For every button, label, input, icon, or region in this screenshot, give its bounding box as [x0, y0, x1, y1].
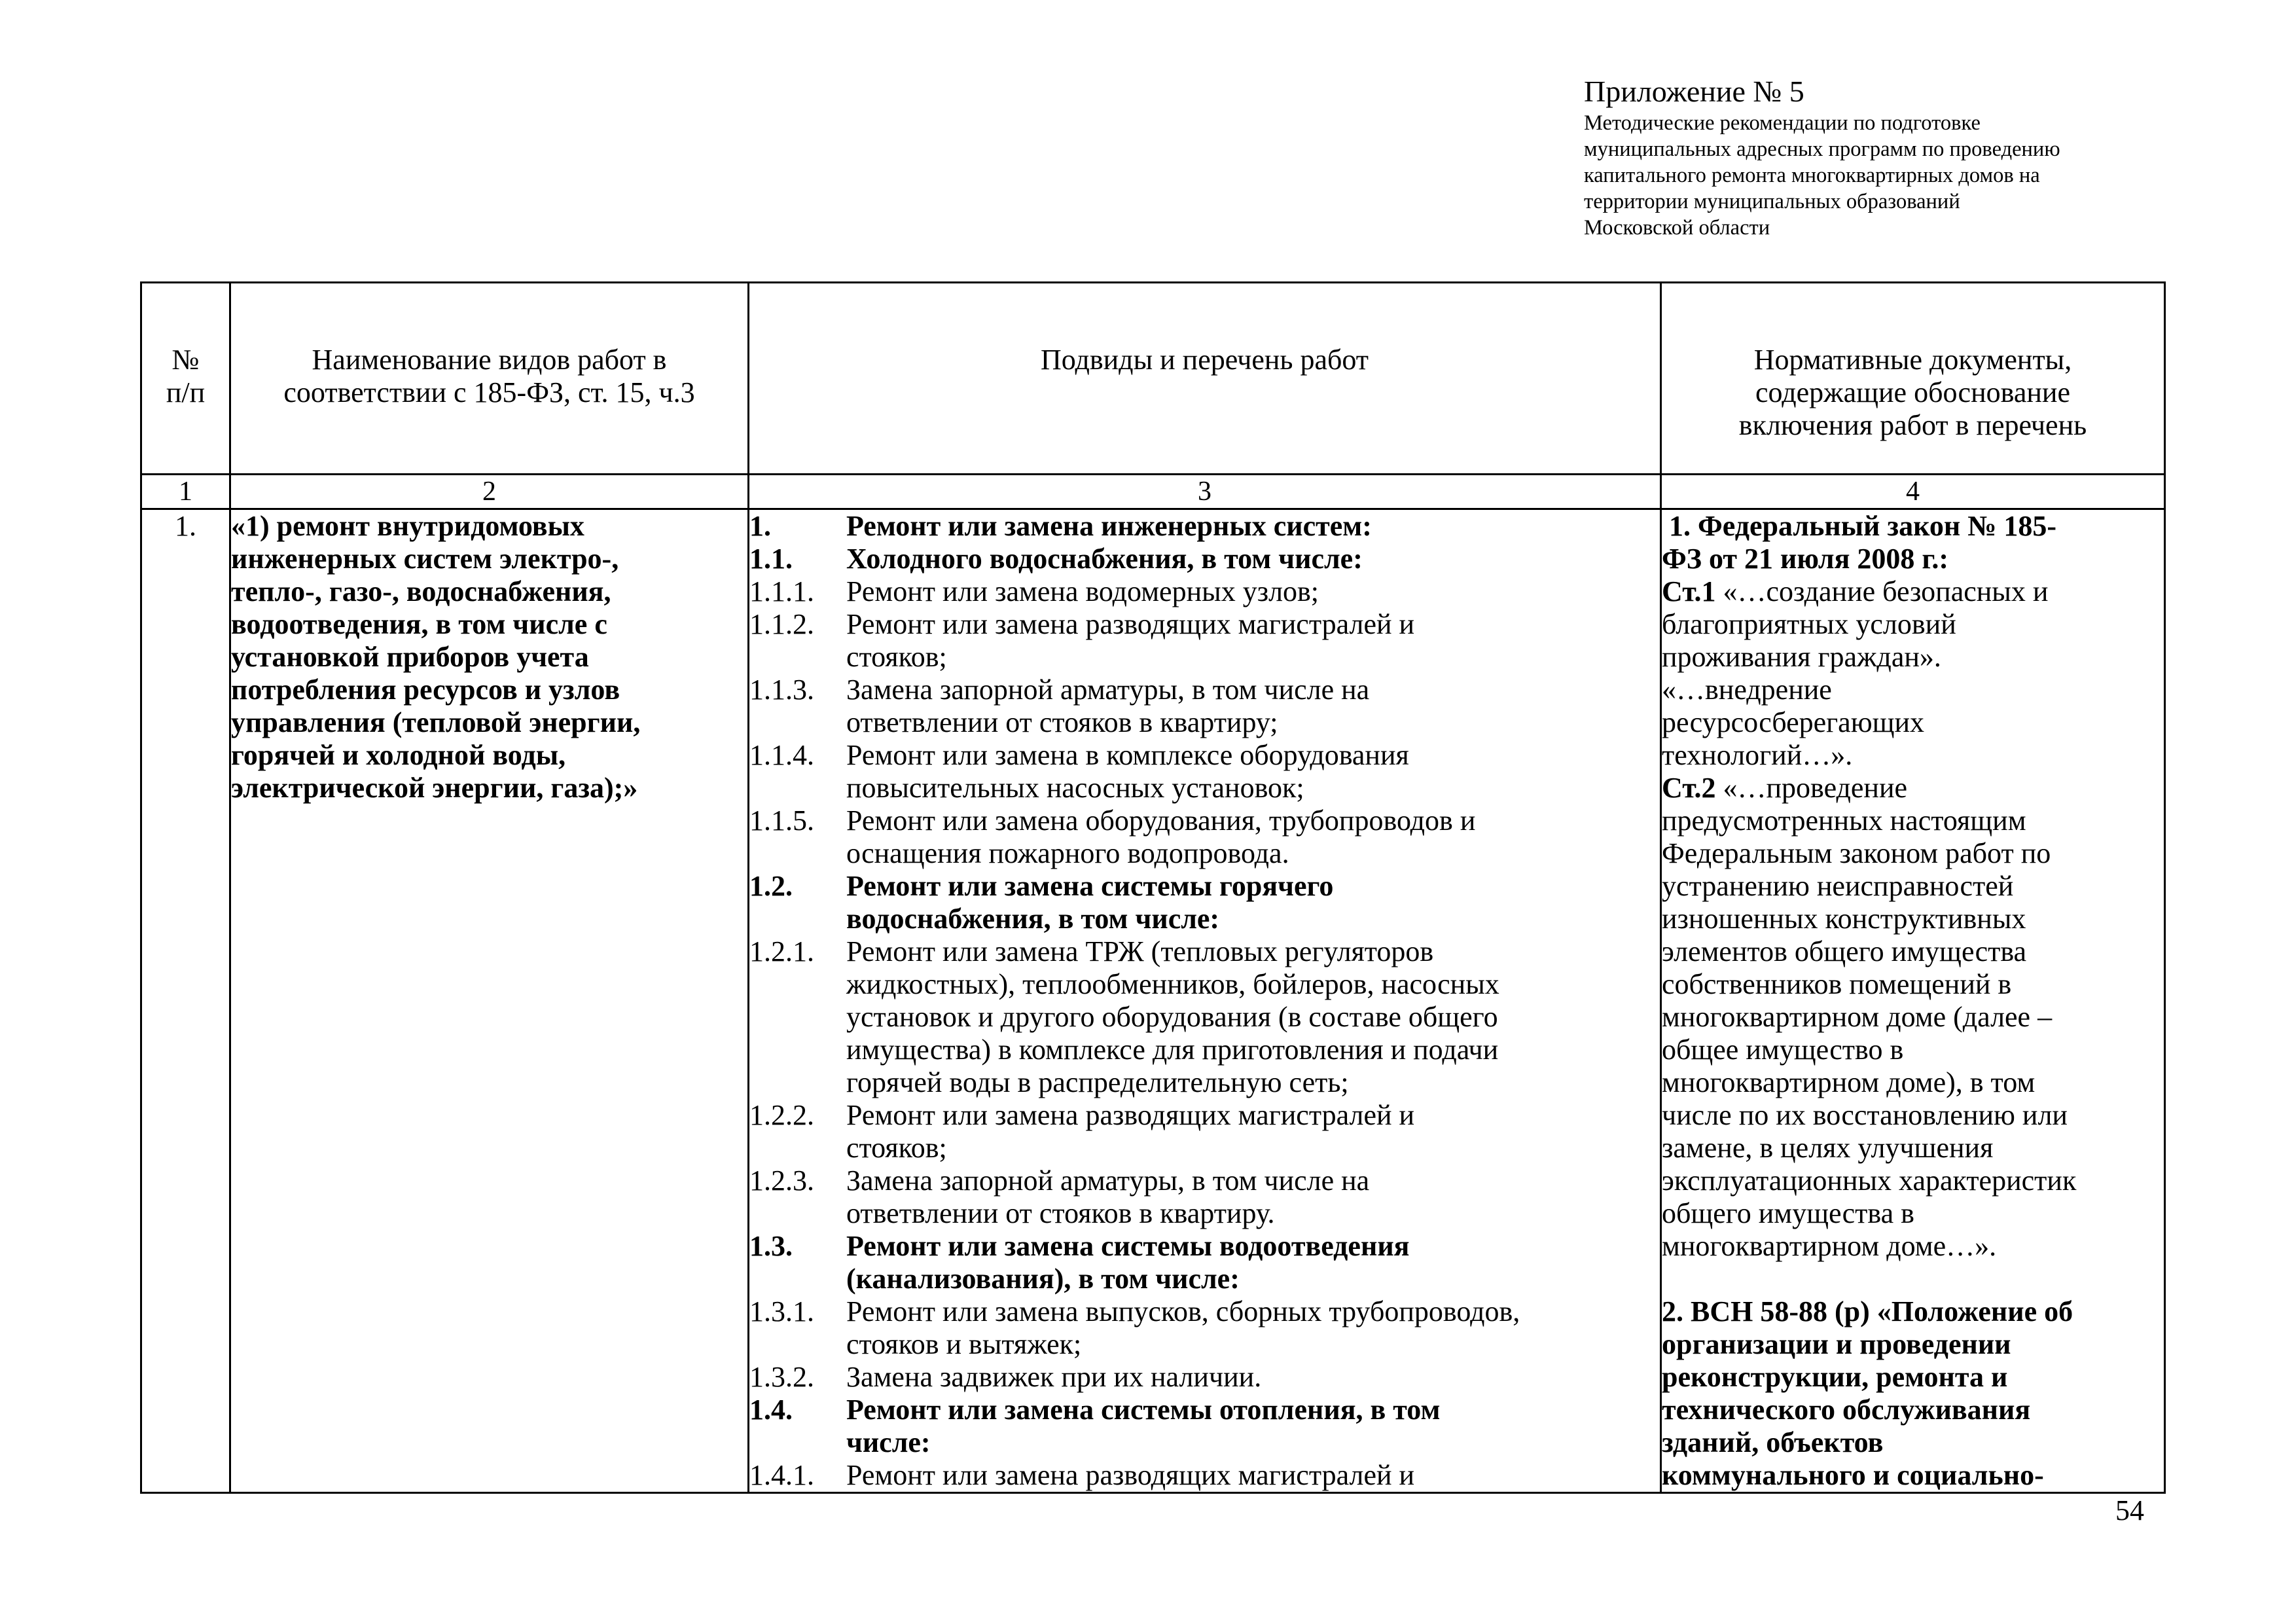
column-number: 1 [141, 475, 230, 509]
article-text: «…внедрение [1662, 674, 1832, 706]
article-line [1662, 1001, 2164, 1034]
item-text-line: стояков; [846, 641, 947, 673]
header-documents [1661, 283, 2165, 475]
row-number: 1. [141, 509, 230, 1493]
header-work-type [230, 283, 749, 475]
list-item [749, 1099, 1660, 1164]
item-text-line: стояков; [846, 1132, 947, 1164]
item-text [846, 1099, 1660, 1164]
list-item [749, 1394, 1660, 1459]
list-item [749, 1361, 1660, 1394]
vsn-line: зданий, объектов [1662, 1426, 1884, 1458]
work-type-line: установкой приборов учета [231, 641, 589, 673]
article-line [1662, 903, 2164, 935]
article-line [1662, 772, 2164, 804]
law-title-line: 1. Федеральный закон № 185- [1662, 510, 2057, 542]
article-text: ресурсосберегающих [1662, 706, 1925, 738]
item-text-line: стояков и вытяжек; [846, 1328, 1082, 1360]
work-type-line: инженерных систем электро-, [231, 543, 619, 575]
item-text-line: числе: [846, 1426, 931, 1458]
item-text-line: ответвлении от стояков в квартиру. [846, 1197, 1275, 1229]
item-text-line: Замена запорной арматуры, в том числе на [846, 1164, 1370, 1197]
appendix-line: капитального ремонта многоквартирных домов на [1584, 164, 2040, 187]
article-line [1662, 968, 2164, 1001]
item-number: 1.1.4. [749, 739, 814, 771]
article-text: многоквартирном доме (далее – [1662, 1001, 2053, 1033]
item-number: 1. [749, 510, 771, 542]
column-number: 3 [749, 475, 1661, 509]
item-text [846, 608, 1660, 674]
item-text [846, 739, 1660, 804]
article-text: «…проведение [1715, 772, 1908, 804]
article-line [1662, 674, 2164, 706]
article-line [1662, 870, 2164, 903]
item-text [846, 1295, 1660, 1361]
item-text-line: оснащения пожарного водопровода. [846, 837, 1289, 869]
item-text-line: жидкостных), теплообменников, бойлеров, насосных [846, 968, 1499, 1000]
article-text: элементов общего имущества [1662, 935, 2027, 967]
appendix-description [1584, 110, 2173, 241]
header-line: содержащие обоснование [1755, 376, 2070, 408]
appendix-line: территории муниципальных образований [1584, 190, 1960, 213]
item-number: 1.2.2. [749, 1099, 814, 1131]
work-type-line: потребления ресурсов и узлов [231, 674, 620, 706]
item-text [846, 1459, 1660, 1492]
article-text: замене, в целях улучшения [1662, 1132, 1994, 1164]
list-item [749, 1164, 1660, 1230]
article-line [1662, 804, 2164, 837]
header-line: Подвиды и перечень работ [1040, 344, 1369, 376]
appendix-title: Приложение № 5 [1584, 75, 1804, 108]
item-text-line: Ремонт или замена выпусков, сборных трубопроводов, [846, 1295, 1520, 1327]
item-text-line: Ремонт или замена инженерных систем: [846, 510, 1372, 542]
work-type-cell [230, 509, 749, 1493]
item-text [846, 804, 1660, 870]
article-text: проживания граждан». [1662, 641, 1941, 673]
appendix-line: Московской области [1584, 216, 1770, 240]
article-line [1662, 1197, 2164, 1230]
list-item [749, 543, 1660, 575]
list-item [749, 935, 1660, 1099]
item-number: 1.1.1. [749, 575, 814, 607]
vsn-line: 2. ВСН 58-88 (р) «Положение об [1662, 1295, 2073, 1327]
list-item [749, 510, 1660, 543]
item-text-line: Ремонт или замена системы отопления, в том [846, 1394, 1441, 1426]
item-text [846, 935, 1660, 1099]
item-text-line: Замена запорной арматуры, в том числе на [846, 674, 1370, 706]
article-text: Федеральным законом работ по [1662, 837, 2051, 869]
item-text [846, 1394, 1660, 1459]
work-type-line: управления (тепловой энергии, [231, 706, 641, 738]
item-number: 1.1.2. [749, 608, 814, 640]
article-line [1662, 1066, 2164, 1099]
header-line: включения работ в перечень [1738, 409, 2087, 441]
list-item [749, 1459, 1660, 1492]
work-type-line: горячей и холодной воды, [231, 739, 566, 771]
header-number [141, 283, 230, 475]
header-line: соответствии с 185-ФЗ, ст. 15, ч.3 [283, 376, 695, 408]
item-text-line: водоснабжения, в том числе: [846, 903, 1220, 935]
item-text-line: Ремонт или замена в комплексе оборудования [846, 739, 1409, 771]
item-number: 1.4.1. [749, 1459, 814, 1491]
item-text [846, 575, 1660, 608]
article-text: «…создание безопасных и [1715, 575, 2049, 607]
item-number: 1.2. [749, 870, 793, 902]
article-text: технологий…». [1662, 739, 1853, 771]
table-header-row [141, 283, 2165, 475]
article-line [1662, 608, 2164, 641]
vsn-line: реконструкции, ремонта и [1662, 1361, 2008, 1393]
article-text: общего имущества в [1662, 1197, 1914, 1229]
article-label: Ст.1 [1662, 575, 1716, 607]
article-line [1662, 575, 2164, 608]
item-text [846, 543, 1660, 575]
item-text-line: установок и другого оборудования (в составе общего [846, 1001, 1498, 1033]
vsn-line: технического обслуживания [1662, 1394, 2031, 1426]
article-text: многоквартирном доме…». [1662, 1230, 1997, 1262]
item-number: 1.4. [749, 1394, 793, 1426]
article-text: общее имущество в [1662, 1034, 1904, 1066]
article-text: числе по их восстановлению или [1662, 1099, 2068, 1131]
appendix-line: Методические рекомендации по подготовке [1584, 111, 1981, 135]
list-item [749, 1295, 1660, 1361]
article-text: благоприятных условий [1662, 608, 1956, 640]
header-line: Нормативные документы, [1753, 344, 2072, 376]
header-line: № [171, 344, 200, 376]
article-line [1662, 641, 2164, 674]
article-line [1662, 1034, 2164, 1066]
article-line [1662, 1230, 2164, 1263]
item-text [846, 510, 1660, 543]
work-type-line: водоотведения, в том числе с [231, 608, 607, 640]
item-text-line: Ремонт или замена ТРЖ (тепловых регуляторов [846, 935, 1434, 967]
article-line [1662, 1099, 2164, 1132]
article-text: эксплуатационных характеристик [1662, 1164, 2077, 1197]
list-item [749, 674, 1660, 739]
list-item [749, 870, 1660, 935]
article-line [1662, 739, 2164, 772]
item-text [846, 1361, 1660, 1394]
header-line: п/п [166, 376, 206, 408]
works-table [140, 281, 2166, 1494]
article-text: собственников помещений в [1662, 968, 2012, 1000]
vsn-line: коммунального и социально- [1662, 1459, 2044, 1491]
item-number: 1.3. [749, 1230, 793, 1262]
item-text [846, 1164, 1660, 1230]
article-label: Ст.2 [1662, 772, 1716, 804]
item-text-line: (канализования), в том числе: [846, 1263, 1240, 1295]
item-text-line: Ремонт или замена оборудования, трубопроводов и [846, 804, 1476, 837]
work-type-line: тепло-, газо-, водоснабжения, [231, 575, 611, 607]
item-number: 1.3.2. [749, 1361, 814, 1393]
column-number-row [141, 475, 2165, 509]
item-text-line: имущества) в комплексе для приготовления и подачи [846, 1034, 1499, 1066]
article-line [1662, 837, 2164, 870]
item-text-line: Ремонт или замена разводящих магистралей и [846, 608, 1415, 640]
item-text-line: Замена задвижек при их наличии. [846, 1361, 1262, 1393]
article-text: предусмотренных настоящим [1662, 804, 2026, 837]
page-number: 54 [2115, 1494, 2144, 1526]
item-number: 1.2.1. [749, 935, 814, 967]
appendix-header [1584, 73, 2173, 241]
header-subtypes [749, 283, 1661, 475]
list-item [749, 575, 1660, 608]
appendix-line: муниципальных адресных программ по проведению [1584, 137, 2060, 161]
list-item [749, 739, 1660, 804]
item-number: 1.1.3. [749, 674, 814, 706]
subtypes-list [749, 509, 1661, 1493]
item-text-line: Ремонт или замена системы водоотведения [846, 1230, 1410, 1262]
article-text: изношенных конструктивных [1662, 903, 2026, 935]
table-row [141, 509, 2165, 1493]
article-line [1662, 706, 2164, 739]
spacer [1662, 1263, 2164, 1295]
item-text-line: ответвлении от стояков в квартиру; [846, 706, 1278, 738]
law-title-line: ФЗ от 21 июля 2008 г.: [1662, 543, 1949, 575]
vsn-line: организации и проведении [1662, 1328, 2011, 1360]
item-text-line: Холодного водоснабжения, в том числе: [846, 543, 1363, 575]
item-text-line: Ремонт или замена разводящих магистралей и [846, 1099, 1415, 1131]
column-number: 4 [1661, 475, 2165, 509]
item-text-line: повысительных насосных установок; [846, 772, 1304, 804]
item-number: 1.1. [749, 543, 793, 575]
item-text-line: Ремонт или замена разводящих магистралей и [846, 1459, 1415, 1491]
item-text-line: Ремонт или замена системы горячего [846, 870, 1334, 902]
item-text-line: горячей воды в распределительную сеть; [846, 1066, 1349, 1098]
item-text-line: Ремонт или замена водомерных узлов; [846, 575, 1319, 607]
work-type-line: «1) ремонт внутридомовых [231, 510, 584, 542]
article-text: устранению неисправностей [1662, 870, 2014, 902]
column-number: 2 [230, 475, 749, 509]
documents-cell [1661, 509, 2165, 1493]
item-number: 1.2.3. [749, 1164, 814, 1197]
article-line [1662, 1164, 2164, 1197]
item-number: 1.3.1. [749, 1295, 814, 1327]
item-number: 1.1.5. [749, 804, 814, 837]
list-item [749, 608, 1660, 674]
item-text [846, 674, 1660, 739]
header-line: Наименование видов работ в [312, 344, 667, 376]
item-text [846, 870, 1660, 935]
item-text [846, 1230, 1660, 1295]
article-line [1662, 935, 2164, 968]
article-line [1662, 1132, 2164, 1164]
list-item [749, 804, 1660, 870]
work-type-line: электрической энергии, газа);» [231, 772, 638, 804]
article-text: многоквартирном доме), в том [1662, 1066, 2036, 1098]
list-item [749, 1230, 1660, 1295]
